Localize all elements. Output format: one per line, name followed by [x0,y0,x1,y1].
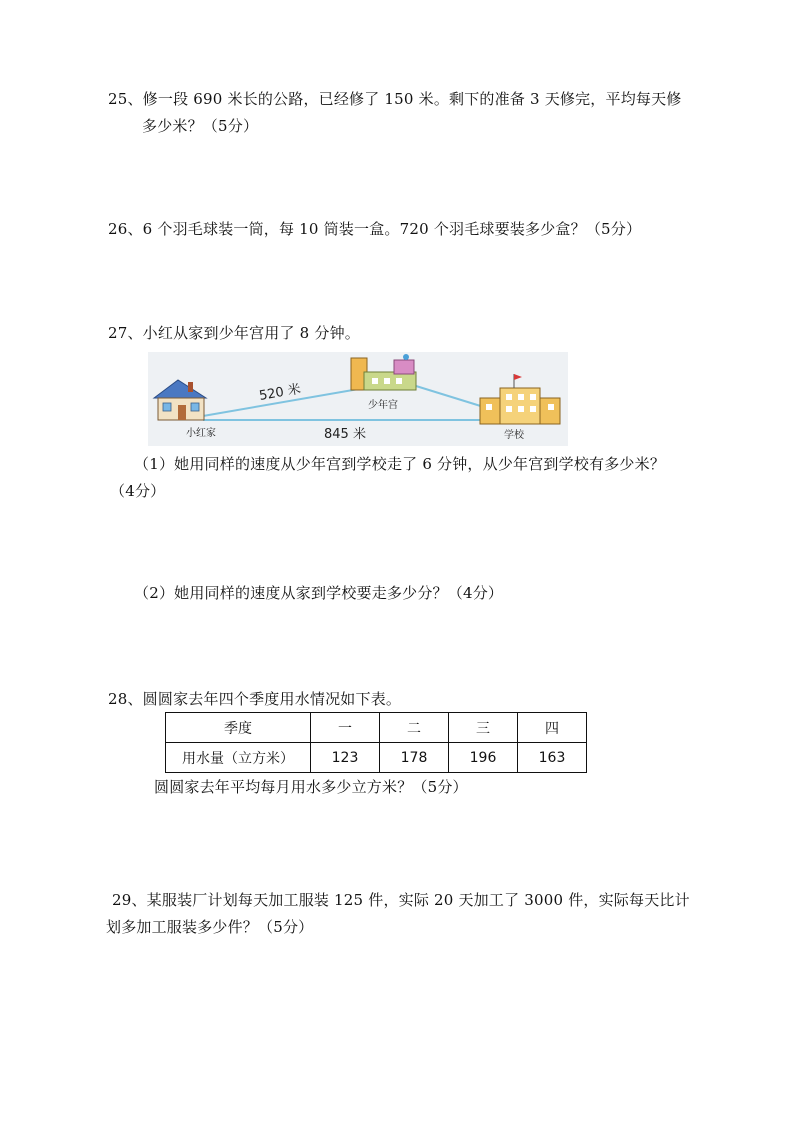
question-28 [108,686,698,713]
question-27-part-2-line-1: （2）她用同样的速度从家到学校要走多少分？（4分） [134,584,504,602]
question-27-part-1 [110,451,700,505]
table-quarter-3: 三 [449,713,518,743]
question-29-line-1: 29、某服装厂计划每天加工服装 125 件，实际 20 天加工了 3000 件，实际每天比计 [112,891,690,909]
table-header-row [166,713,587,743]
question-27-line-1: 27、小红从家到少年宫用了 8 分钟。 [108,324,360,342]
question-28-line-1: 28、圆圆家去年四个季度用水情况如下表。 [108,690,402,708]
question-27-part-1-line-1: （1）她用同样的速度从少年宫到学校走了 6 分钟，从少年宫到学校有多少米？ [134,455,666,473]
distance-home-school-label: 845 米 [324,427,366,442]
table-value-4: 163 [518,743,587,773]
question-25-line-2: 多少米？（5分） [142,117,259,135]
question-29-line-2: 划多加工服装多少件？（5分） [106,918,314,936]
table-value-row [166,743,587,773]
table-value-2: 178 [380,743,449,773]
school-label: 学校 [504,430,524,441]
table-value-3: 196 [449,743,518,773]
table-quarter-2: 二 [380,713,449,743]
question-26 [108,216,698,243]
home-label: 小红家 [186,428,216,439]
youth-palace-icon [351,354,416,390]
table-quarter-4: 四 [518,713,587,743]
water-usage-table [165,712,587,773]
question-27 [108,320,698,347]
question-27-part-1-line-2: （4分） [110,482,166,500]
question-27-part-2 [108,580,698,607]
route-diagram [148,352,568,446]
table-header-label: 季度 [166,713,311,743]
table-quarter-1: 一 [311,713,380,743]
table-row-label: 用水量（立方米） [166,743,311,773]
question-25-line-1: 25、修一段 690 米长的公路，已经修了 150 米。剩下的准备 3 天修完，平均每天修 [108,90,682,108]
distance-home-palace-label: 520 米 [258,381,303,404]
school-building-icon [480,374,560,424]
question-25 [108,86,698,140]
palace-label: 少年宫 [368,400,398,411]
home-house-icon [154,380,206,420]
table-value-1: 123 [311,743,380,773]
question-28-ask [154,774,744,801]
question-26-line-1: 26、6 个羽毛球装一筒，每 10 筒装一盒。720 个羽毛球要装多少盒？（5分） [108,220,642,238]
question-28-ask-line: 圆圆家去年平均每月用水多少立方米？（5分） [154,778,468,796]
question-29 [106,887,702,941]
